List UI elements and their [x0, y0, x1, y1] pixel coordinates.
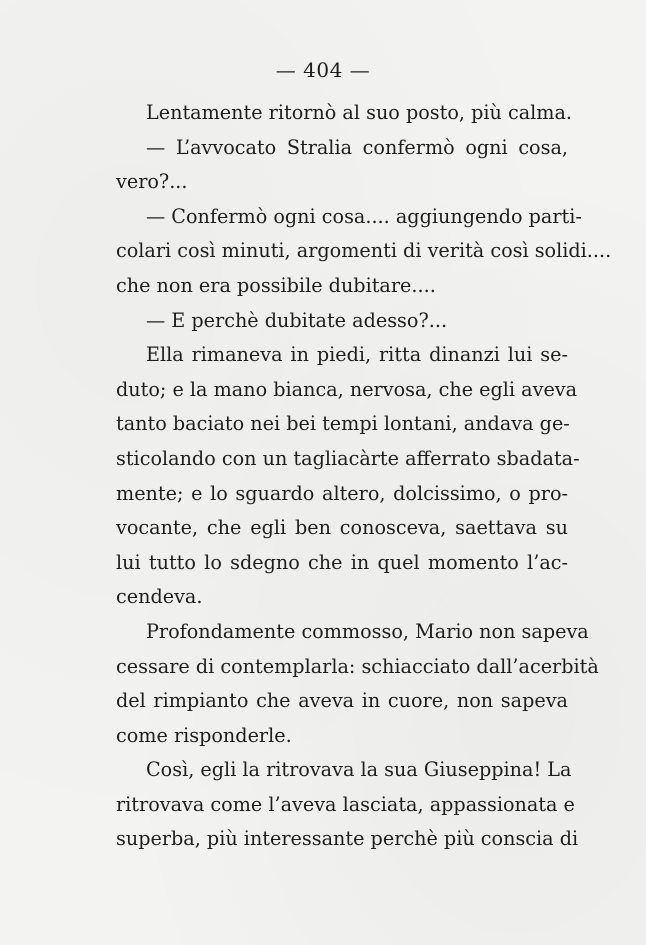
text-line: superba, più interessante perchè più conscia di	[116, 827, 579, 851]
text-line: tanto baciato nei bei tempi lontani, andava ge-	[116, 412, 570, 436]
text-line: — L’avvocato Stralia confermò ogni cosa,	[146, 135, 568, 159]
text-line: Ella rimaneva in piedi, ritta dinanzi lui se-	[146, 343, 568, 367]
text-line: vocante, che egli ben conosceva, saettava su	[116, 516, 568, 540]
text-line: ritrovava come l’aveva lasciata, appassionata e	[116, 792, 575, 816]
text-line: mente; e lo sguardo altero, dolcissimo, o pro-	[116, 481, 568, 505]
text-line: del rimpianto che aveva in cuore, non sapeva	[116, 689, 568, 713]
text-line: colari così minuti, argomenti di verità così solidi....	[116, 239, 612, 263]
text-line: sticolando con un tagliacàrte afferrato sbadata-	[116, 446, 580, 470]
page-number: — 404 —	[275, 58, 371, 82]
text-line: cessare di contemplarla: schiacciato dall’acerbità	[116, 654, 599, 678]
text-line: duto; e la mano bianca, nervosa, che egli aveva	[116, 377, 578, 401]
text-line: — E perchè dubitate adesso?...	[146, 308, 448, 332]
text-line: come risponderle.	[116, 723, 292, 747]
text-line: Lentamente ritornò al suo posto, più calma.	[146, 101, 573, 124]
text-line: cendeva.	[116, 585, 203, 609]
text-line: Profondamente commosso, Mario non sapeva	[146, 619, 589, 643]
text-line: Così, egli la ritrovava la sua Giuseppina! La	[146, 758, 572, 782]
text-line: lui tutto lo sdegno che in quel momento l’ac-	[116, 550, 568, 574]
text-line: che non era possibile dubitare....	[116, 273, 436, 297]
text-line: — Confermò ogni cosa.... aggiungendo parti-	[146, 204, 582, 228]
text-line: vero?...	[116, 170, 188, 194]
body-text	[116, 96, 612, 857]
